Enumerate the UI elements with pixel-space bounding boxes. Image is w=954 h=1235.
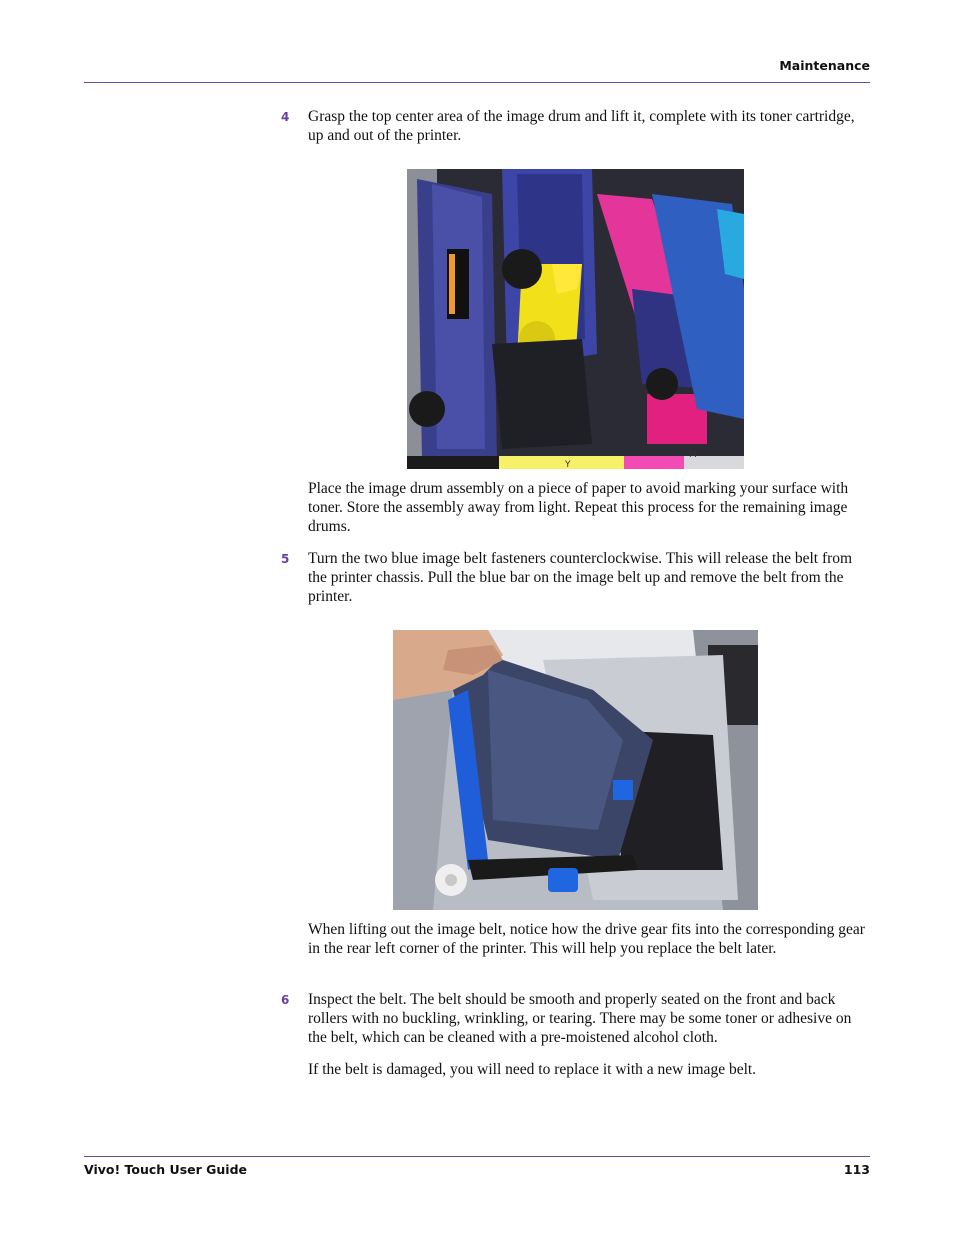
strip-label-m: M (689, 450, 697, 460)
page-number: 113 (843, 1162, 870, 1177)
step-5-note: When lifting out the image belt, notice how the drive gear fits into the corresponding gear in the rear left corner of the printer. This will help you replace the belt later. (308, 921, 865, 957)
step-5-text: Turn the two blue image belt fasteners counterclockwise. This will release the belt from the printer chassis. Pull the blue bar on the image belt up and remove the belt from the printer. (308, 550, 853, 605)
step-6-note: If the belt is damaged, you will need to replace it with a new image belt. (308, 1061, 757, 1078)
header-rule (84, 82, 870, 83)
guide-title: Vivo! Touch User Guide (84, 1162, 247, 1177)
footer-rule (84, 1156, 870, 1157)
section-title: Maintenance (779, 58, 870, 73)
step-6-text: Inspect the belt. The belt should be smooth and properly seated on the front and back rollers with no buckling, wrinkling, or tearing. There may be some toner or adhesive on the belt, which can be cleaned with a pre-moistened alcohol cloth. (308, 991, 852, 1046)
step-4-number: 4 (281, 110, 290, 124)
image-drum-photo (407, 169, 744, 469)
step-4-text: Grasp the top center area of the image drum and lift it, complete with its toner cartridge, up and out of the printer. (308, 108, 855, 144)
strip-label-y: Y (565, 460, 571, 469)
image-belt-photo (393, 630, 758, 910)
step-4-note: Place the image drum assembly on a piece of paper to avoid marking your surface with toner. Store the assembly away from light. Repeat this process for the remaining image drums. (308, 480, 849, 535)
step-6-number: 6 (281, 993, 290, 1007)
step-5-number: 5 (281, 552, 290, 566)
